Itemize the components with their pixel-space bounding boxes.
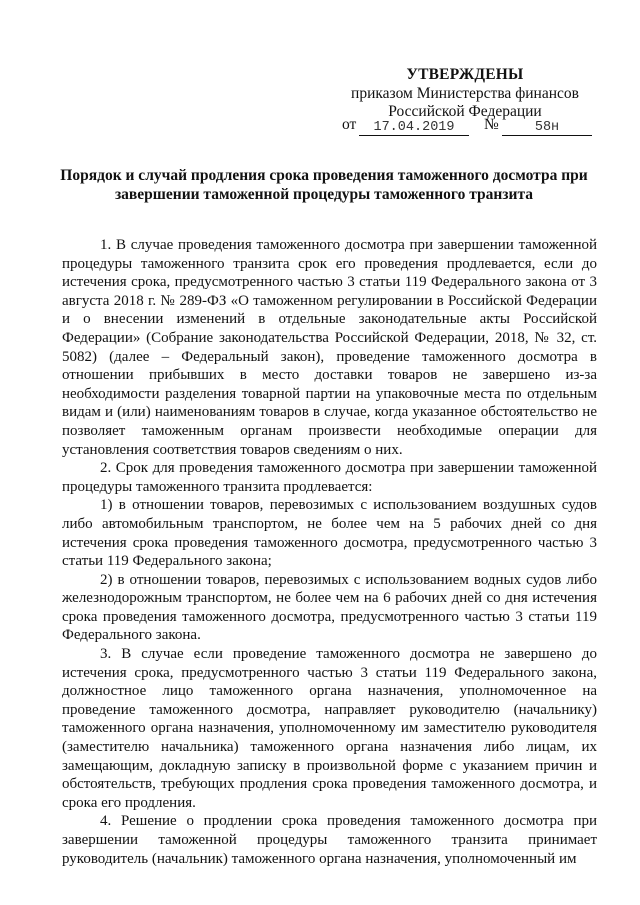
number-prefix: № xyxy=(484,116,499,133)
paragraph: 2) в отношении товаров, перевозимых с использованием водных судов либо железнодорожным транспортом, не более чем на 6 рабочих дней со дня истечения срока проведения таможенного досмотра, предусмотренного частью 3 статьи 119 Федерального закона. xyxy=(62,571,597,644)
document-body xyxy=(62,236,597,868)
order-line-1: приказом Министерства финансов xyxy=(351,85,579,102)
order-line-2: Российской Федерации xyxy=(388,103,542,120)
order-date-number-row xyxy=(342,116,600,136)
paragraph: 2. Срок для проведения таможенного досмотра при завершении таможенной процедуры таможенного транзита продлевается: xyxy=(62,460,597,495)
approval-block xyxy=(330,66,600,121)
date-prefix: от xyxy=(342,116,357,133)
document-title: Порядок и случай продления срока проведения таможенного досмотра при завершении таможенной процедуры таможенного транзита xyxy=(60,167,588,203)
order-date: 17.04.2019 xyxy=(359,121,469,136)
paragraph: 1) в отношении товаров, перевозимых с использованием воздушных судов либо автомобильным транспортом, не более чем на 5 рабочих дней со дня истечения срока проведения таможенного досмотра, предусмотренного частью 3 статьи 119 Федерального закона; xyxy=(62,497,597,570)
order-number: 58н xyxy=(502,121,592,136)
approved-heading: УТВЕРЖДЕНЫ xyxy=(406,66,524,83)
paragraph: 1. В случае проведения таможенного досмотра при завершении таможенной процедуры таможенного транзита срок его проведения продлевается, если до истечения срока, предусмотренного частью 3 статьи 119 Федерального закона от 3 августа 2018 г. № 289-ФЗ «О таможенном регулировании в Российской Федерации и о внесении изменений в отдельные законодательные акты Российской Федерации» (Собрание законодательства Российской Федерации, 2018, № 32, ст. 5082) (далее – Федеральный закон), проведение таможенного досмотра в отношении прибывших в место доставки товаров не завершено из-за необходимости разделения товарной партии на упаковочные места по отдельным видам и (или) наименованиям товаров в случае, когда указанное обстоятельство не позволяет таможенным органам произвести необходимые операции для установления соответствия товаров сведениям о них. xyxy=(62,237,597,458)
paragraph: 3. В случае если проведение таможенного досмотра не завершено до истечения срока, предусмотренного частью 3 статьи 119 Федерального закона, должностное лицо таможенного органа назначения, уполномоченное на проведение таможенного досмотра, направляет руководителю (начальнику) таможенного органа назначения, уполномоченному им заместителю руководителя (заместителю начальника) таможенного органа назначения либо лицам, их замещающим, докладную записку в произвольной форме с указанием причин и обстоятельств, требующих продления срока проведения таможенного досмотра, и срока его продления. xyxy=(62,646,597,811)
paragraph: 4. Решение о продлении срока проведения таможенного досмотра при завершении таможенной процедуры таможенного транзита принимает руководитель (начальник) таможенного органа назначения, уполномоченный им xyxy=(62,813,597,867)
